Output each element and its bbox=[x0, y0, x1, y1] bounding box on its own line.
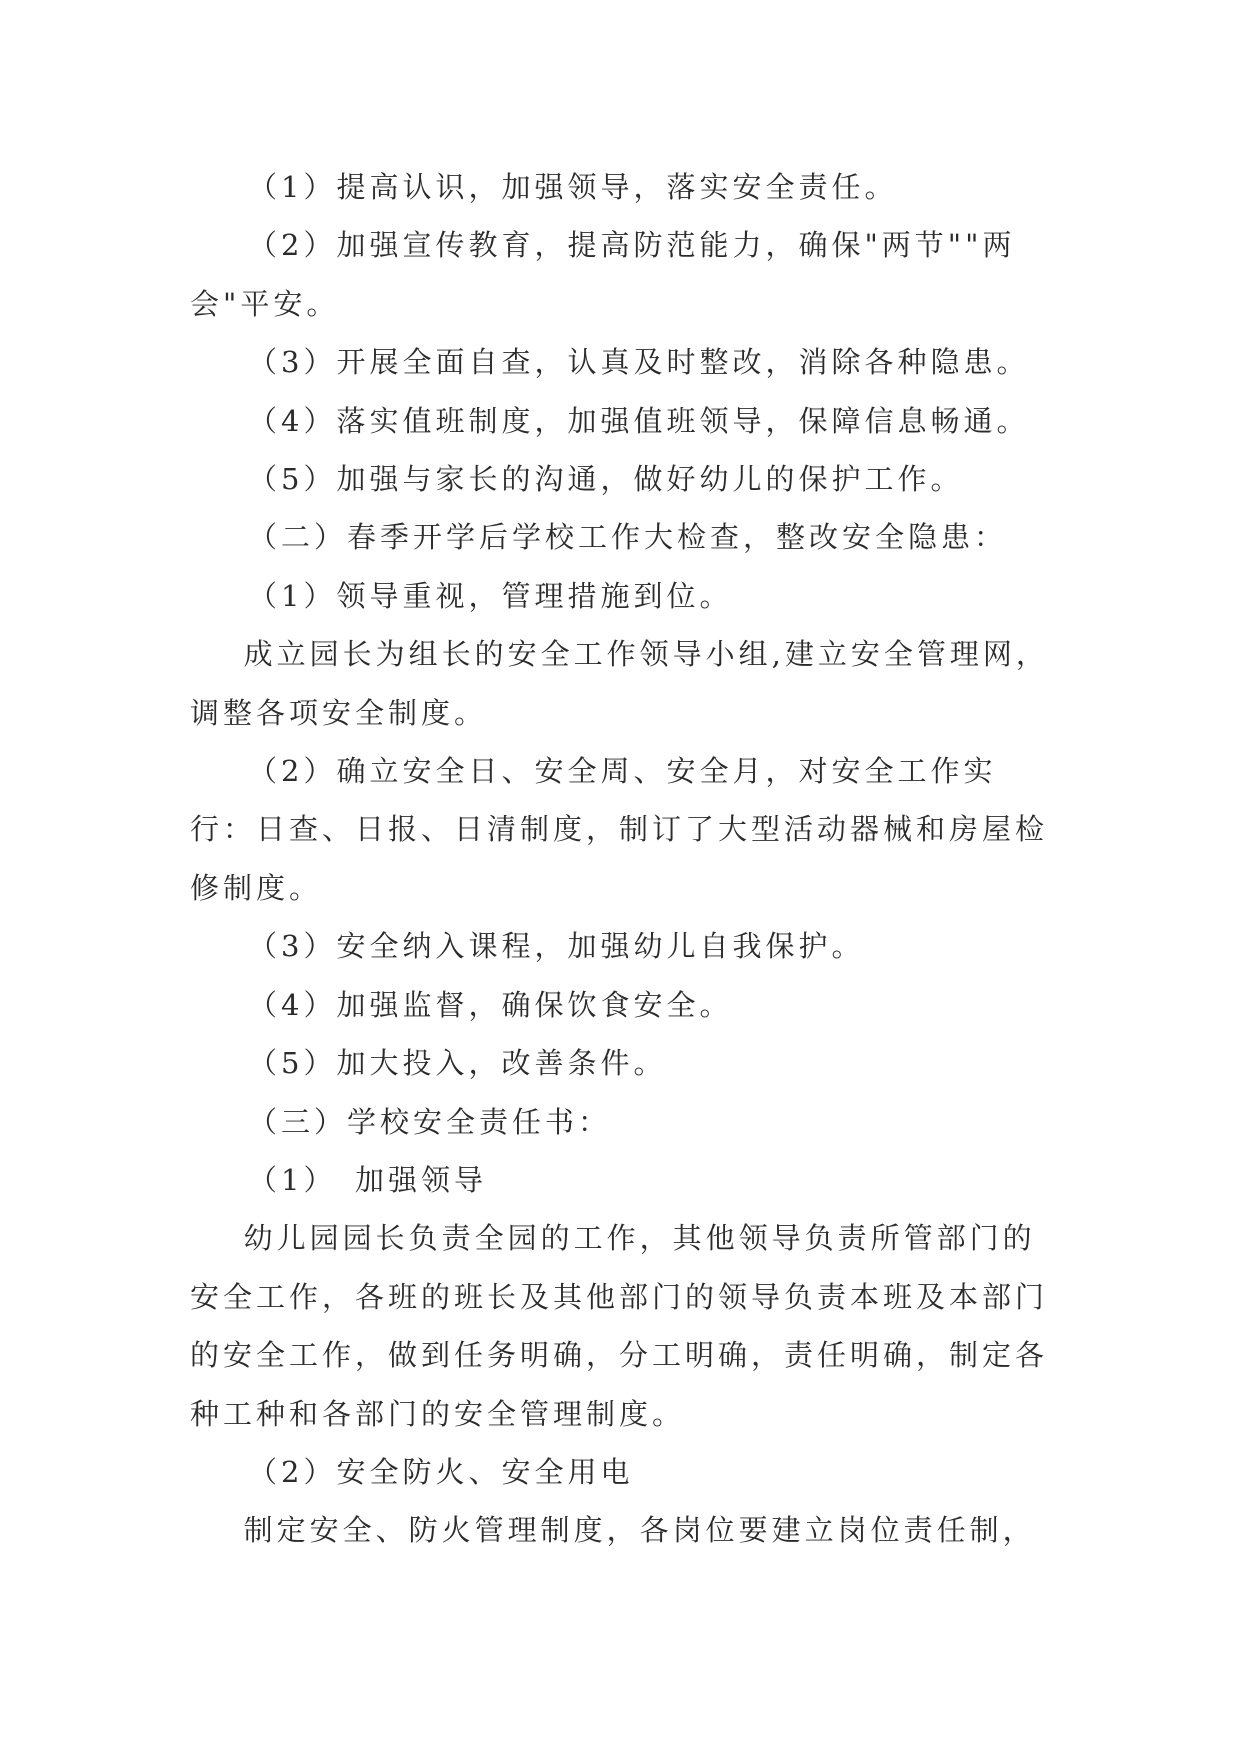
section-heading: （三）学校安全责任书： bbox=[248, 1104, 612, 1139]
paragraph: （2）确立安全日、安全周、安全月，对安全工作实行：日查、日报、日清制度，制订了大型活动器械和房屋检修制度。 bbox=[190, 754, 1049, 905]
paragraph: （1） 加强领导 bbox=[248, 1162, 487, 1197]
paragraph: （5）加大投入，改善条件。 bbox=[248, 1046, 667, 1081]
paragraph: 成立园长为组长的安全工作领导小组,建立安全管理网，调整各项安全制度。 bbox=[190, 637, 1049, 730]
paragraph: （3）安全纳入课程，加强幼儿自我保护。 bbox=[248, 929, 865, 964]
paragraph: （2）加强宣传教育，提高防范能力，确保"两节""两会"平安。 bbox=[190, 228, 1016, 321]
paragraph: （5）加强与家长的沟通，做好幼儿的保护工作。 bbox=[248, 462, 964, 497]
paragraph: （2）安全防火、安全用电 bbox=[248, 1454, 634, 1489]
paragraph: （3）开展全面自查，认真及时整改，消除各种隐患。 bbox=[248, 345, 1030, 380]
section-heading: （二）春季开学后学校工作大检查，整改安全隐患： bbox=[248, 520, 1008, 555]
paragraph: （1）领导重视，管理措施到位。 bbox=[248, 578, 733, 613]
paragraph: （1）提高认识，加强领导，落实安全责任。 bbox=[248, 170, 898, 204]
paragraph: （4）加强监督，确保饮食安全。 bbox=[248, 987, 733, 1022]
paragraph: 制定安全、防火管理制度，各岗位要建立岗位责任制， bbox=[243, 1513, 1036, 1548]
paragraph: （4）落实值班制度，加强值班领导，保障信息畅通。 bbox=[248, 403, 1030, 438]
document-body bbox=[190, 158, 1050, 1560]
paragraph: 幼儿园园长负责全园的工作，其他领导负责所管部门的安全工作，各班的班长及其他部门的领导负责本班及本部门的安全工作，做到任务明确，分工明确，责任明确，制定各种工种和各部门的安全管理制度。 bbox=[190, 1221, 1049, 1431]
